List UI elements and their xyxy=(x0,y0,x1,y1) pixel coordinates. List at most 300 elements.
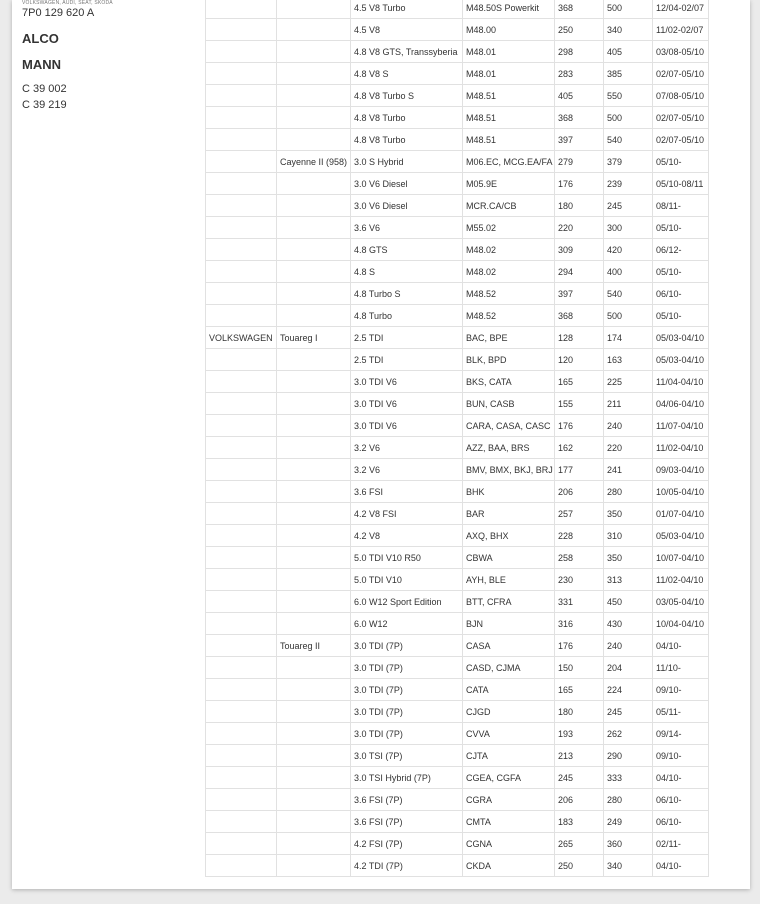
hp-cell: 249 xyxy=(604,811,653,833)
engine-cell: 3.6 V6 xyxy=(351,217,463,239)
kw-cell: 176 xyxy=(555,415,604,437)
years-cell: 11/02-04/10 xyxy=(653,437,709,459)
hp-cell: 204 xyxy=(604,657,653,679)
make-cell xyxy=(206,789,277,811)
years-cell: 02/07-05/10 xyxy=(653,107,709,129)
engine-code-cell: CJGD xyxy=(463,701,555,723)
kw-cell: 220 xyxy=(555,217,604,239)
engine-cell: 2.5 TDI xyxy=(351,349,463,371)
make-cell xyxy=(206,63,277,85)
make-cell xyxy=(206,481,277,503)
engine-code-cell: BUN, CASB xyxy=(463,393,555,415)
engine-code-cell: CGNA xyxy=(463,833,555,855)
table-row xyxy=(206,305,709,327)
engine-cell: 4.8 GTS xyxy=(351,239,463,261)
years-cell: 07/08-05/10 xyxy=(653,85,709,107)
make-cell xyxy=(206,459,277,481)
engine-cell: 2.5 TDI xyxy=(351,327,463,349)
hp-cell: 350 xyxy=(604,547,653,569)
table-row xyxy=(206,591,709,613)
make-cell xyxy=(206,195,277,217)
table-row xyxy=(206,767,709,789)
model-cell xyxy=(277,217,351,239)
engine-cell: 4.5 V8 xyxy=(351,19,463,41)
table-row xyxy=(206,437,709,459)
engine-code-cell: CMTA xyxy=(463,811,555,833)
hp-cell: 211 xyxy=(604,393,653,415)
years-cell: 10/05-04/10 xyxy=(653,481,709,503)
kw-cell: 150 xyxy=(555,657,604,679)
hp-cell: 163 xyxy=(604,349,653,371)
table-row xyxy=(206,129,709,151)
years-cell: 11/02-02/07 xyxy=(653,19,709,41)
model-cell xyxy=(277,41,351,63)
hp-cell: 220 xyxy=(604,437,653,459)
kw-cell: 165 xyxy=(555,371,604,393)
engine-code-cell: M48.00 xyxy=(463,19,555,41)
hp-cell: 240 xyxy=(604,415,653,437)
engine-code-cell: M48.52 xyxy=(463,283,555,305)
years-cell: 06/10- xyxy=(653,283,709,305)
hp-cell: 420 xyxy=(604,239,653,261)
hp-cell: 540 xyxy=(604,283,653,305)
model-cell xyxy=(277,679,351,701)
engine-cell: 3.0 TDI (7P) xyxy=(351,679,463,701)
model-cell xyxy=(277,701,351,723)
years-cell: 11/04-04/10 xyxy=(653,371,709,393)
kw-cell: 309 xyxy=(555,239,604,261)
engine-code-cell: BAC, BPE xyxy=(463,327,555,349)
engine-code-cell: CKDA xyxy=(463,855,555,877)
table-row xyxy=(206,635,709,657)
table-row xyxy=(206,349,709,371)
years-cell: 05/10-08/11 xyxy=(653,173,709,195)
model-cell xyxy=(277,195,351,217)
engine-cell: 6.0 W12 Sport Edition xyxy=(351,591,463,613)
engine-cell: 4.2 FSI (7P) xyxy=(351,833,463,855)
make-cell xyxy=(206,613,277,635)
hp-cell: 241 xyxy=(604,459,653,481)
kw-cell: 128 xyxy=(555,327,604,349)
years-cell: 09/03-04/10 xyxy=(653,459,709,481)
kw-cell: 397 xyxy=(555,129,604,151)
years-cell: 10/04-04/10 xyxy=(653,613,709,635)
engine-code-cell: M48.51 xyxy=(463,85,555,107)
years-cell: 05/10- xyxy=(653,261,709,283)
engine-cell: 3.6 FSI xyxy=(351,481,463,503)
model-cell xyxy=(277,723,351,745)
hp-cell: 240 xyxy=(604,635,653,657)
hp-cell: 224 xyxy=(604,679,653,701)
hp-cell: 262 xyxy=(604,723,653,745)
make-cell xyxy=(206,679,277,701)
years-cell: 04/10- xyxy=(653,767,709,789)
table-row xyxy=(206,393,709,415)
model-cell xyxy=(277,613,351,635)
table-row xyxy=(206,459,709,481)
hp-cell: 350 xyxy=(604,503,653,525)
hp-cell: 379 xyxy=(604,151,653,173)
engine-cell: 3.0 TSI Hybrid (7P) xyxy=(351,767,463,789)
years-cell: 04/10- xyxy=(653,855,709,877)
table-row xyxy=(206,723,709,745)
kw-cell: 257 xyxy=(555,503,604,525)
kw-cell: 397 xyxy=(555,283,604,305)
model-cell: Cayenne II (958) xyxy=(277,151,351,173)
table-row xyxy=(206,19,709,41)
make-cell xyxy=(206,305,277,327)
model-cell xyxy=(277,459,351,481)
engine-code-cell: BTT, CFRA xyxy=(463,591,555,613)
table-row xyxy=(206,481,709,503)
engine-cell: 4.2 V8 xyxy=(351,525,463,547)
model-cell xyxy=(277,63,351,85)
engine-cell: 5.0 TDI V10 xyxy=(351,569,463,591)
years-cell: 05/10- xyxy=(653,151,709,173)
years-cell: 04/06-04/10 xyxy=(653,393,709,415)
hp-cell: 430 xyxy=(604,613,653,635)
make-cell xyxy=(206,591,277,613)
table-row xyxy=(206,657,709,679)
brand-alco: ALCO xyxy=(22,31,59,46)
engine-code-cell: M05.9E xyxy=(463,173,555,195)
kw-cell: 230 xyxy=(555,569,604,591)
hp-cell: 245 xyxy=(604,195,653,217)
kw-cell: 368 xyxy=(555,0,604,19)
hp-cell: 280 xyxy=(604,481,653,503)
engine-cell: 3.6 FSI (7P) xyxy=(351,811,463,833)
model-cell xyxy=(277,833,351,855)
model-cell xyxy=(277,503,351,525)
years-cell: 02/07-05/10 xyxy=(653,129,709,151)
table-row xyxy=(206,217,709,239)
engine-code-cell: CARA, CASA, CASC xyxy=(463,415,555,437)
make-cell xyxy=(206,217,277,239)
model-cell xyxy=(277,811,351,833)
kw-cell: 283 xyxy=(555,63,604,85)
make-cell xyxy=(206,415,277,437)
model-cell xyxy=(277,569,351,591)
kw-cell: 405 xyxy=(555,85,604,107)
engine-cell: 4.8 V8 GTS, Transsyberia xyxy=(351,41,463,63)
model-cell xyxy=(277,349,351,371)
engine-code-cell: AXQ, BHX xyxy=(463,525,555,547)
hp-cell: 340 xyxy=(604,19,653,41)
years-cell: 02/11- xyxy=(653,833,709,855)
cross-references xyxy=(22,81,202,113)
table-row xyxy=(206,151,709,173)
model-cell xyxy=(277,173,351,195)
oem-number: 7P0 129 620 A xyxy=(22,7,95,19)
kw-cell: 176 xyxy=(555,173,604,195)
kw-cell: 245 xyxy=(555,767,604,789)
engine-cell: 3.0 V6 Diesel xyxy=(351,173,463,195)
make-cell xyxy=(206,811,277,833)
model-cell xyxy=(277,767,351,789)
engine-code-cell: BMV, BMX, BKJ, BRJ xyxy=(463,459,555,481)
hp-cell: 550 xyxy=(604,85,653,107)
engine-cell: 3.0 S Hybrid xyxy=(351,151,463,173)
years-cell: 09/10- xyxy=(653,679,709,701)
hp-cell: 333 xyxy=(604,767,653,789)
kw-cell: 183 xyxy=(555,811,604,833)
make-cell xyxy=(206,657,277,679)
hp-cell: 174 xyxy=(604,327,653,349)
kw-cell: 331 xyxy=(555,591,604,613)
engine-code-cell: BKS, CATA xyxy=(463,371,555,393)
table-row xyxy=(206,789,709,811)
kw-cell: 165 xyxy=(555,679,604,701)
engine-code-cell: CGEA, CGFA xyxy=(463,767,555,789)
make-cell xyxy=(206,855,277,877)
make-cell xyxy=(206,239,277,261)
table-row xyxy=(206,261,709,283)
years-cell: 06/10- xyxy=(653,789,709,811)
model-cell: Touareg II xyxy=(277,635,351,657)
years-cell: 09/10- xyxy=(653,745,709,767)
years-cell: 05/03-04/10 xyxy=(653,349,709,371)
years-cell: 06/10- xyxy=(653,811,709,833)
years-cell: 06/12- xyxy=(653,239,709,261)
hp-cell: 245 xyxy=(604,701,653,723)
years-cell: 12/04-02/07 xyxy=(653,0,709,19)
engine-code-cell: CVVA xyxy=(463,723,555,745)
engine-code-cell: CBWA xyxy=(463,547,555,569)
hp-cell: 310 xyxy=(604,525,653,547)
engine-code-cell: CGRA xyxy=(463,789,555,811)
model-cell xyxy=(277,283,351,305)
years-cell: 03/08-05/10 xyxy=(653,41,709,63)
table-row xyxy=(206,547,709,569)
engine-cell: 3.0 TDI V6 xyxy=(351,415,463,437)
make-cell xyxy=(206,173,277,195)
engine-code-cell: CJTA xyxy=(463,745,555,767)
model-cell xyxy=(277,855,351,877)
table-row xyxy=(206,371,709,393)
engine-cell: 3.0 TDI (7P) xyxy=(351,723,463,745)
make-cell xyxy=(206,0,277,19)
model-cell xyxy=(277,0,351,19)
engine-code-cell: M48.50S Powerkit xyxy=(463,0,555,19)
engine-code-cell: CASA xyxy=(463,635,555,657)
make-cell xyxy=(206,283,277,305)
engine-cell: 3.0 TDI (7P) xyxy=(351,635,463,657)
table-row xyxy=(206,503,709,525)
hp-cell: 340 xyxy=(604,855,653,877)
engine-code-cell: M48.02 xyxy=(463,261,555,283)
make-cell xyxy=(206,547,277,569)
make-cell xyxy=(206,503,277,525)
hp-cell: 540 xyxy=(604,129,653,151)
engine-cell: 3.2 V6 xyxy=(351,459,463,481)
vehicle-applications-table xyxy=(205,0,709,877)
table-row xyxy=(206,327,709,349)
make-cell xyxy=(206,723,277,745)
engine-cell: 4.8 V8 S xyxy=(351,63,463,85)
engine-cell: 5.0 TDI V10 R50 xyxy=(351,547,463,569)
years-cell: 05/10- xyxy=(653,217,709,239)
reference-number: C 39 219 xyxy=(22,99,67,111)
hp-cell: 500 xyxy=(604,0,653,19)
kw-cell: 176 xyxy=(555,635,604,657)
make-cell xyxy=(206,569,277,591)
make-cell xyxy=(206,701,277,723)
engine-cell: 3.0 TDI (7P) xyxy=(351,657,463,679)
make-cell xyxy=(206,437,277,459)
hp-cell: 300 xyxy=(604,217,653,239)
make-cell xyxy=(206,349,277,371)
kw-cell: 162 xyxy=(555,437,604,459)
engine-cell: 4.8 V8 Turbo S xyxy=(351,85,463,107)
years-cell: 05/03-04/10 xyxy=(653,525,709,547)
hp-cell: 290 xyxy=(604,745,653,767)
model-cell xyxy=(277,371,351,393)
make-cell xyxy=(206,151,277,173)
model-cell xyxy=(277,305,351,327)
model-cell xyxy=(277,481,351,503)
hp-cell: 500 xyxy=(604,107,653,129)
hp-cell: 385 xyxy=(604,63,653,85)
table-row xyxy=(206,63,709,85)
engine-code-cell: BAR xyxy=(463,503,555,525)
table-row xyxy=(206,745,709,767)
table-row xyxy=(206,0,709,19)
model-cell xyxy=(277,239,351,261)
model-cell xyxy=(277,591,351,613)
engine-code-cell: M55.02 xyxy=(463,217,555,239)
engine-code-cell: CATA xyxy=(463,679,555,701)
table-row xyxy=(206,855,709,877)
years-cell: 02/07-05/10 xyxy=(653,63,709,85)
model-cell xyxy=(277,107,351,129)
engine-code-cell: M48.51 xyxy=(463,107,555,129)
engine-code-cell: BHK xyxy=(463,481,555,503)
engine-cell: 3.0 TDI V6 xyxy=(351,393,463,415)
kw-cell: 177 xyxy=(555,459,604,481)
engine-cell: 3.0 TDI (7P) xyxy=(351,701,463,723)
engine-cell: 3.0 TDI V6 xyxy=(351,371,463,393)
engine-code-cell: M48.02 xyxy=(463,239,555,261)
engine-code-cell: BLK, BPD xyxy=(463,349,555,371)
hp-cell: 500 xyxy=(604,305,653,327)
kw-cell: 155 xyxy=(555,393,604,415)
table-row xyxy=(206,85,709,107)
engine-cell: 4.8 S xyxy=(351,261,463,283)
kw-cell: 206 xyxy=(555,481,604,503)
model-cell xyxy=(277,393,351,415)
table-row xyxy=(206,525,709,547)
make-cell xyxy=(206,525,277,547)
hp-cell: 400 xyxy=(604,261,653,283)
make-cell: VOLKSWAGEN xyxy=(206,327,277,349)
table-row xyxy=(206,701,709,723)
engine-cell: 4.8 Turbo xyxy=(351,305,463,327)
engine-cell: 4.8 V8 Turbo xyxy=(351,107,463,129)
engine-code-cell: M48.01 xyxy=(463,41,555,63)
years-cell: 01/07-04/10 xyxy=(653,503,709,525)
table-row xyxy=(206,811,709,833)
years-cell: 11/02-04/10 xyxy=(653,569,709,591)
table-row xyxy=(206,173,709,195)
engine-cell: 3.6 FSI (7P) xyxy=(351,789,463,811)
engine-code-cell: CASD, CJMA xyxy=(463,657,555,679)
make-cell xyxy=(206,19,277,41)
model-cell xyxy=(277,85,351,107)
engine-cell: 4.8 V8 Turbo xyxy=(351,129,463,151)
table-row xyxy=(206,195,709,217)
table-row xyxy=(206,107,709,129)
make-cell xyxy=(206,767,277,789)
model-cell: Touareg I xyxy=(277,327,351,349)
brand-mann: MANN xyxy=(22,57,61,72)
kw-cell: 120 xyxy=(555,349,604,371)
table-row xyxy=(206,679,709,701)
engine-cell: 4.2 TDI (7P) xyxy=(351,855,463,877)
kw-cell: 368 xyxy=(555,305,604,327)
engine-code-cell: M06.EC, MCG.EA/FA xyxy=(463,151,555,173)
model-cell xyxy=(277,261,351,283)
make-cell xyxy=(206,833,277,855)
make-cell xyxy=(206,261,277,283)
kw-cell: 228 xyxy=(555,525,604,547)
reference-number: C 39 002 xyxy=(22,83,67,95)
years-cell: 09/14- xyxy=(653,723,709,745)
years-cell: 11/10- xyxy=(653,657,709,679)
engine-code-cell: M48.01 xyxy=(463,63,555,85)
applications-body xyxy=(206,0,709,877)
engine-cell: 4.5 V8 Turbo xyxy=(351,0,463,19)
model-cell xyxy=(277,789,351,811)
years-cell: 08/11- xyxy=(653,195,709,217)
engine-code-cell: M48.51 xyxy=(463,129,555,151)
make-cell xyxy=(206,41,277,63)
make-cell xyxy=(206,393,277,415)
table-row xyxy=(206,833,709,855)
kw-cell: 193 xyxy=(555,723,604,745)
oem-brands-caption: VOLKSWAGEN, AUDI, SEAT, SKODA xyxy=(22,0,113,6)
engine-cell: 4.2 V8 FSI xyxy=(351,503,463,525)
engine-code-cell: BJN xyxy=(463,613,555,635)
engine-cell: 6.0 W12 xyxy=(351,613,463,635)
kw-cell: 294 xyxy=(555,261,604,283)
years-cell: 05/10- xyxy=(653,305,709,327)
kw-cell: 316 xyxy=(555,613,604,635)
table-row xyxy=(206,415,709,437)
make-cell xyxy=(206,745,277,767)
hp-cell: 280 xyxy=(604,789,653,811)
table-row xyxy=(206,239,709,261)
kw-cell: 279 xyxy=(555,151,604,173)
table-row xyxy=(206,283,709,305)
table-row xyxy=(206,613,709,635)
kw-cell: 258 xyxy=(555,547,604,569)
model-cell xyxy=(277,129,351,151)
engine-cell: 3.2 V6 xyxy=(351,437,463,459)
kw-cell: 250 xyxy=(555,855,604,877)
model-cell xyxy=(277,19,351,41)
hp-cell: 225 xyxy=(604,371,653,393)
part-info xyxy=(22,0,202,113)
kw-cell: 250 xyxy=(555,19,604,41)
engine-cell: 3.0 V6 Diesel xyxy=(351,195,463,217)
years-cell: 05/03-04/10 xyxy=(653,327,709,349)
make-cell xyxy=(206,129,277,151)
model-cell xyxy=(277,547,351,569)
engine-code-cell: M48.52 xyxy=(463,305,555,327)
years-cell: 11/07-04/10 xyxy=(653,415,709,437)
kw-cell: 206 xyxy=(555,789,604,811)
table-row xyxy=(206,41,709,63)
